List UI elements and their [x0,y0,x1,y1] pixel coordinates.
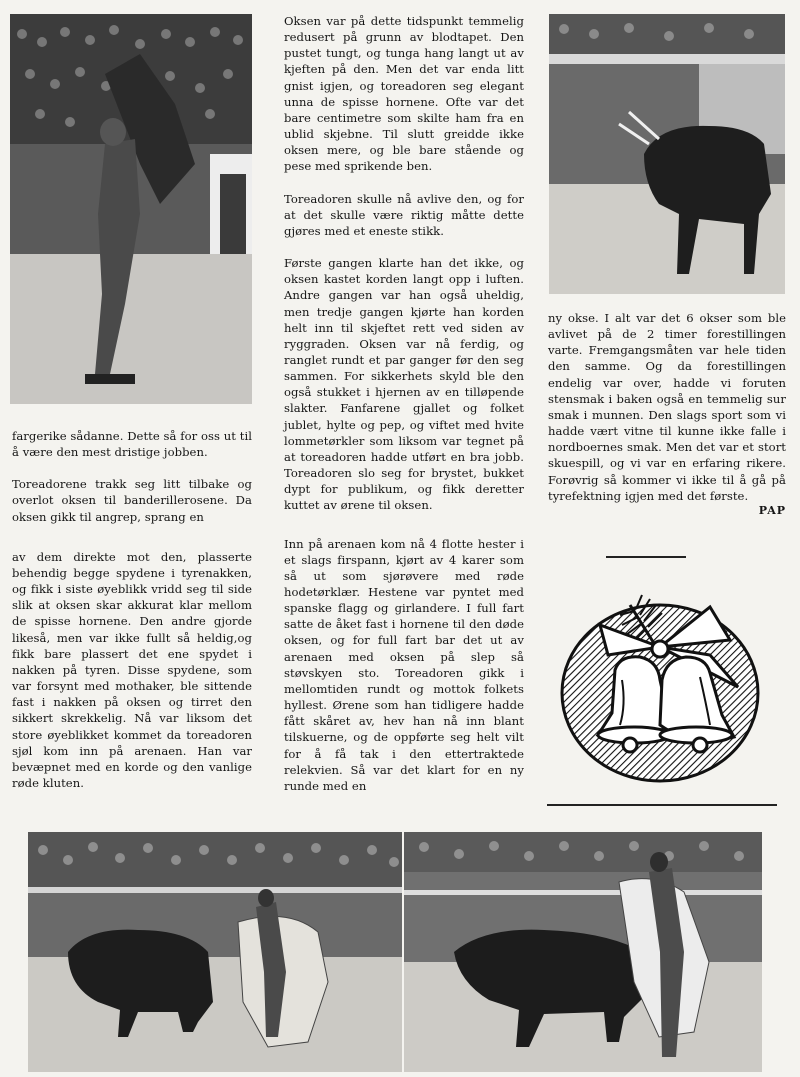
divider-long [547,804,777,806]
paragraph: Første gangen klarte han det ikke, og oksen kastet korden langt opp i luften. Andre gangen var han også uheldig, men tredje gangen kjørte han korden helt inn til skjeftet rett ved siden av ryggraden. Oksen var nå ferdig, og ranglet rundt et par ganger før den seg sammen. For sikkerhets skyld ble den også stukket i hjernen av en tilløpende slakter. Fanfarene gjallet og folket jublet, hylte og pep, og viftet med hvite lommetørkler som liksom var tegnet på at toreadoren hadde utført en bra jobb. Toreadoren slo seg for brystet, bukket dypt for publikum, og fikk deretter kuttet av ørene til oksen. [284,256,524,513]
toreador-cape-photo [10,14,252,404]
paragraph: Toreadorene trakk seg litt tilbake og overlot oksen til banderillerosene. Da oksen gikk til angrep, sprang en [12,477,252,524]
bull-in-arena-photo [549,14,785,294]
paragraph: Oksen var på dette tidspunkt temmelig redusert på grunn av blodtapet. Den pustet tungt, og tunga hang langt ut av kjeften på den. Men det var enda litt gnist igjen, og toreadoren seg elegant unna de spisse hornene. Ofte var det bare centimetre som skilte ham fra en ublid skjebne. Til slutt greidde ikke oksen mere, og ble bare stående og pese med sprikende ben. [284,14,524,174]
paragraph: Inn på arenaen kom nå 4 flotte hester i et slags firspann, kjørt av 4 karer som så ut som sjørøvere med røde hodetørklær. Hestene var pyntet med spanske flagg og girlandere. I full fart satte de åket fast i hornene til den døde oksen, og for full fart bar det ut av arenaen med oksen på slep så støvskyen sto. Toreadoren gikk i mellomtiden rundt og mottok folkets hyllest. Ørene som han tidligere hadde fått skåret av, hev han nå inn blant tilskuerne, og de oppførte seg helt vilt for å få tak i den ettertraktede relekvien. Så var det klart for en ny runde med en [284,536,524,793]
author-signature: PAP [758,503,786,517]
toreador-cape-bull-photo [404,832,762,1072]
paragraph: fargerike sådanne. Dette så for oss ut til å være den mest dristige jobben. [12,429,252,460]
divider-short [606,556,686,558]
article-column-middle [284,13,524,794]
paragraph: av dem direkte mot den, plasserte behendig begge spydene i tyrenakken, og fikk i siste øyeblikk vridd seg til side slik at oksen skar akkurat klar mellom de spisse hornene. Den andre gjorde likeså, men var ikke fullt så heldig,og fikk bare plassert det ene spydet i nakken på tyren. Disse spydene, som var forsynt med mothaker, ble sittende fast i nakken på oksen og tirret den sikkert skrekkelig. Nå var liksom det store øyeblikket kommet da toreadoren sjøl kom inn på arenaen. Han var bevæpnet med en korde og den vanlige røde kluten. [12,549,252,790]
christmas-bells-icon [560,585,760,785]
article-column-right [548,310,786,517]
toreador-pass-photo [28,832,402,1072]
article-column-left [12,428,252,791]
paragraph: Toreadoren skulle nå avlive den, og for at det skulle være riktig måtte dette gjøres med et eneste stikk. [284,191,524,238]
paragraph: ny okse. I alt var det 6 okser som ble avlivet på de 2 timer forestillingen varte. Fremgangsmåten var hele tiden den samme. Og da forestillingen endelig var over, hadde vi foruten stensmak i baken også en temmelig sur smak i munnen. Den slags sport som vi hadde vært vitne til kunne ikke falle i nordboernes smak. Men det var et stort skuespill, og vi var en erfaring rikere. Forøvrig så kommer vi ikke til å gå på tyrefektning igjen med det første. [548,311,786,503]
